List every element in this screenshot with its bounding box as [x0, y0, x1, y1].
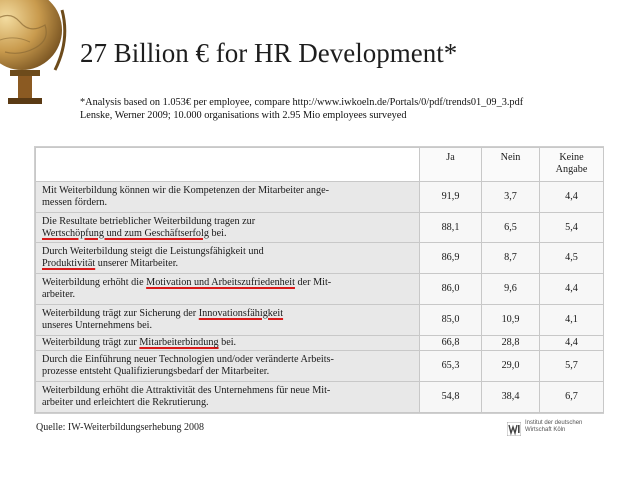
statement-cell — [36, 243, 420, 274]
statement-line: prozesse entsteht Qualifizierungsbedarf der Mitarbeiter. — [42, 366, 270, 378]
statement-line: messen fördern. — [42, 196, 108, 208]
statement-line — [42, 277, 413, 289]
statement-cell — [36, 212, 420, 243]
value-ja: 91,9 — [420, 182, 482, 213]
value-nein: 29,0 — [482, 351, 540, 382]
statement-text: der Mit- — [294, 276, 332, 288]
statement-line — [42, 228, 413, 240]
statement-line: arbeiter und erleichtert die Rekrutierung. — [42, 397, 209, 409]
iw-logo-line1: Institut der deutschen — [525, 420, 583, 426]
header-keine-angabe — [540, 148, 604, 182]
highlight-underline: Produktivität — [42, 258, 96, 270]
statement-line: Die Resultate betrieblicher Weiterbildung tragen zur — [42, 215, 256, 227]
statement-line — [42, 337, 413, 349]
value-keine: 4,4 — [540, 182, 604, 213]
statement-line: Durch Weiterbildung steigt die Leistungsfähigkeit und — [42, 246, 264, 258]
statement-text: bei. — [218, 337, 237, 348]
header-keine-line2: Angabe — [555, 164, 588, 175]
value-ja: 85,0 — [420, 304, 482, 335]
table-row — [36, 382, 604, 413]
value-keine: 4,1 — [540, 304, 604, 335]
header-blank-cell — [36, 148, 420, 182]
table-row — [36, 212, 604, 243]
table-row — [36, 335, 604, 351]
table-row — [36, 351, 604, 382]
statement-line: unseres Unternehmens bei. — [42, 319, 153, 331]
iw-logo-line2: Wirtschaft Köln — [525, 426, 566, 433]
statement-text: Weiterbildung trägt zur Sicherung der — [42, 307, 199, 319]
iw-logo — [507, 420, 597, 440]
survey-table — [34, 146, 604, 414]
header-ja: Ja — [420, 148, 482, 182]
table-row — [36, 243, 604, 274]
header-keine-line1: Keine — [559, 152, 584, 163]
subtitle-line-2: Lenske, Werner 2009; 10.000 organisations with 2.95 Mio employees surveyed — [80, 110, 407, 121]
slide-title: 27 Billion € for HR Development* — [80, 38, 458, 68]
value-nein: 28,8 — [482, 335, 540, 351]
value-keine: 4,4 — [540, 274, 604, 305]
statement-line: Durch die Einführung neuer Technologien und/oder veränderte Arbeits- — [42, 354, 334, 366]
value-keine: 4,4 — [540, 335, 604, 351]
iw-logo-text — [525, 420, 582, 433]
iw-logo-icon — [507, 422, 521, 436]
value-nein: 38,4 — [482, 382, 540, 413]
value-keine: 5,4 — [540, 212, 604, 243]
value-ja: 86,0 — [420, 274, 482, 305]
value-ja: 65,3 — [420, 351, 482, 382]
statement-cell — [36, 304, 420, 335]
statement-text: bei. — [208, 227, 227, 239]
subtitle-line-1: *Analysis based on 1.053€ per employee, compare http://www.iwkoeln.de/Portals/0/pdf/trends01_09_3.pdf — [80, 97, 524, 108]
table-header-row — [36, 148, 604, 182]
statement-line: Mit Weiterbildung können wir die Kompetenzen der Mitarbeiter ange- — [42, 184, 329, 196]
table-row — [36, 182, 604, 213]
statement-cell — [36, 382, 420, 413]
value-nein: 10,9 — [482, 304, 540, 335]
table-row — [36, 304, 604, 335]
statement-cell — [36, 182, 420, 213]
value-nein: 6,5 — [482, 212, 540, 243]
statement-cell — [36, 335, 420, 351]
table-row — [36, 274, 604, 305]
statement-line: Weiterbildung erhöht die Attraktivität des Unternehmens für neue Mit- — [42, 385, 331, 397]
source-caption: Quelle: IW-Weiterbildungserhebung 2008 — [36, 422, 205, 433]
statement-line: arbeiter. — [42, 288, 76, 300]
statement-text: Weiterbildung trägt zur — [42, 337, 140, 348]
header-nein: Nein — [482, 148, 540, 182]
highlight-underline: Mitarbeiterbindung — [139, 337, 219, 348]
statement-line — [42, 258, 413, 270]
value-ja: 66,8 — [420, 335, 482, 351]
slide-subtitle — [80, 96, 523, 122]
value-ja: 86,9 — [420, 243, 482, 274]
highlight-underline: Motivation und Arbeitszufriedenheit — [146, 276, 295, 288]
statement-cell — [36, 274, 420, 305]
statement-text: unserer Mitarbeiter. — [95, 258, 179, 270]
value-nein: 3,7 — [482, 182, 540, 213]
statement-line — [42, 308, 413, 320]
highlight-underline: Wertschöpfung und zum Geschäftserfolg — [42, 227, 209, 239]
value-nein: 8,7 — [482, 243, 540, 274]
highlight-underline: Innovationsfähigkeit — [198, 307, 284, 319]
value-keine: 6,7 — [540, 382, 604, 413]
value-keine: 4,5 — [540, 243, 604, 274]
value-ja: 88,1 — [420, 212, 482, 243]
value-nein: 9,6 — [482, 274, 540, 305]
value-ja: 54,8 — [420, 382, 482, 413]
statement-text: Weiterbildung erhöht die — [42, 276, 147, 288]
globe-icon — [0, 0, 70, 105]
statement-cell — [36, 351, 420, 382]
value-keine: 5,7 — [540, 351, 604, 382]
